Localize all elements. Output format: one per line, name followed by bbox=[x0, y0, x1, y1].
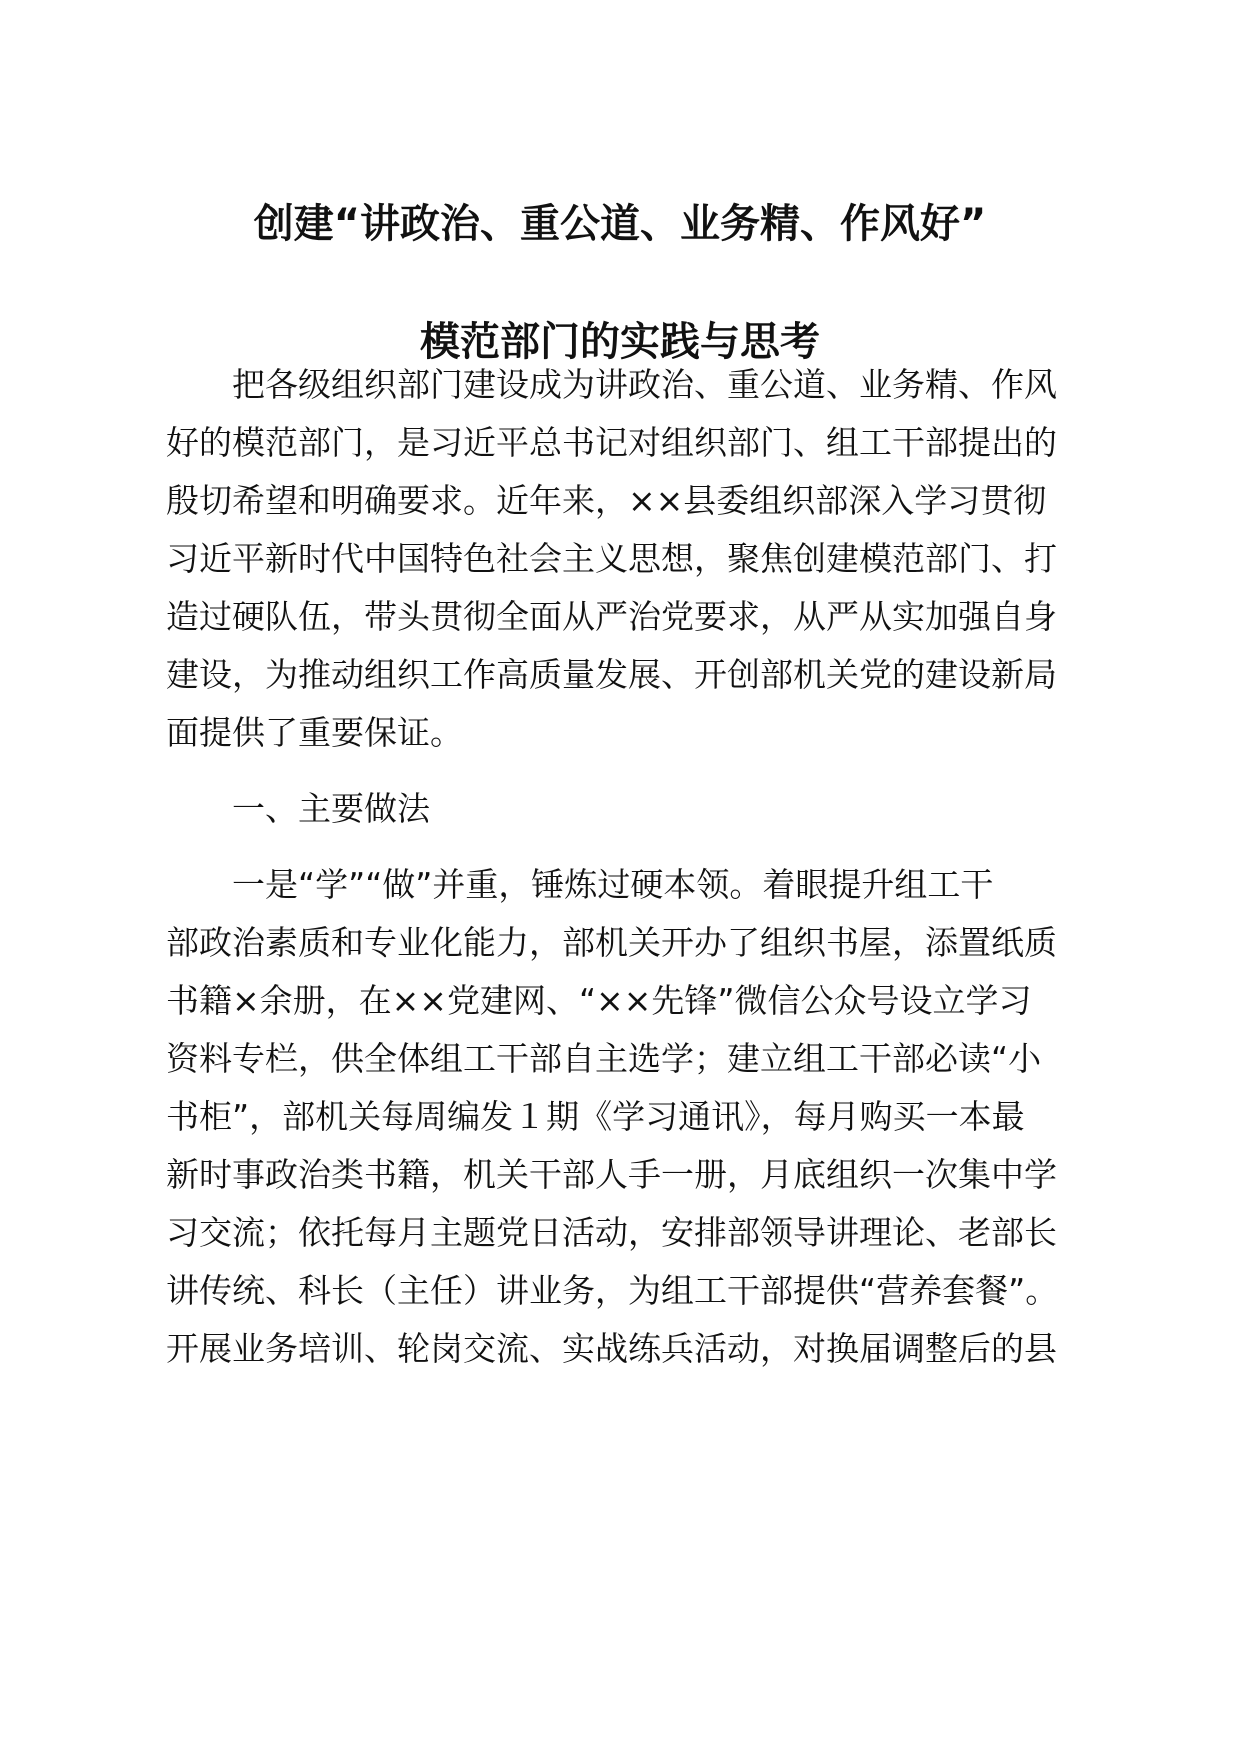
paragraph-2-line: 部政治素质和专业化能力，部机关开办了组织书屋，添置纸质 bbox=[166, 923, 1057, 962]
document-title-line-2: 模范部门的实践与思考 bbox=[420, 319, 820, 365]
paragraph-2-line: 一是“学”“做”并重，锤炼过硬本领。着眼提升组工干 bbox=[232, 865, 994, 904]
paragraph-1-line: 面提供了重要保证。 bbox=[166, 713, 463, 752]
paragraph-2-line: 讲传统、科长（主任）讲业务，为组工干部提供“营养套餐”。 bbox=[166, 1271, 1059, 1310]
paragraph-1-line: 把各级组织部门建设成为讲政治、重公道、业务精、作风 bbox=[232, 365, 1057, 404]
paragraph-1-line: 建设，为推动组织工作高质量发展、开创部机关党的建设新局 bbox=[166, 655, 1057, 694]
paragraph-1-line: 殷切希望和明确要求。近年来，××县委组织部深入学习贯彻 bbox=[166, 481, 1047, 520]
paragraph-2-line: 书柜”，部机关每周编发１期《学习通讯》，每月购买一本最 bbox=[166, 1097, 1025, 1136]
paragraph-1-line: 好的模范部门，是习近平总书记对组织部门、组工干部提出的 bbox=[166, 423, 1057, 462]
paragraph-2-line: 习交流；依托每月主题党日活动，安排部领导讲理论、老部长 bbox=[166, 1213, 1057, 1252]
document-title-line-1: 创建“讲政治、重公道、业务精、作风好” bbox=[253, 201, 987, 247]
paragraph-2-line: 开展业务培训、轮岗交流、实战练兵活动，对换届调整后的县 bbox=[166, 1329, 1057, 1368]
paragraph-2-line: 新时事政治类书籍，机关干部人手一册，月底组织一次集中学 bbox=[166, 1155, 1057, 1194]
paragraph-2-line: 书籍×余册，在××党建网、“××先锋”微信公众号设立学习 bbox=[166, 981, 1032, 1020]
paragraph-1-line: 习近平新时代中国特色社会主义思想，聚焦创建模范部门、打 bbox=[166, 539, 1057, 578]
paragraph-2-line: 资料专栏，供全体组工干部自主选学；建立组工干部必读“小 bbox=[166, 1039, 1042, 1078]
section-heading: 一、主要做法 bbox=[232, 789, 430, 828]
paragraph-1-line: 造过硬队伍，带头贯彻全面从严治党要求，从严从实加强自身 bbox=[166, 597, 1057, 636]
